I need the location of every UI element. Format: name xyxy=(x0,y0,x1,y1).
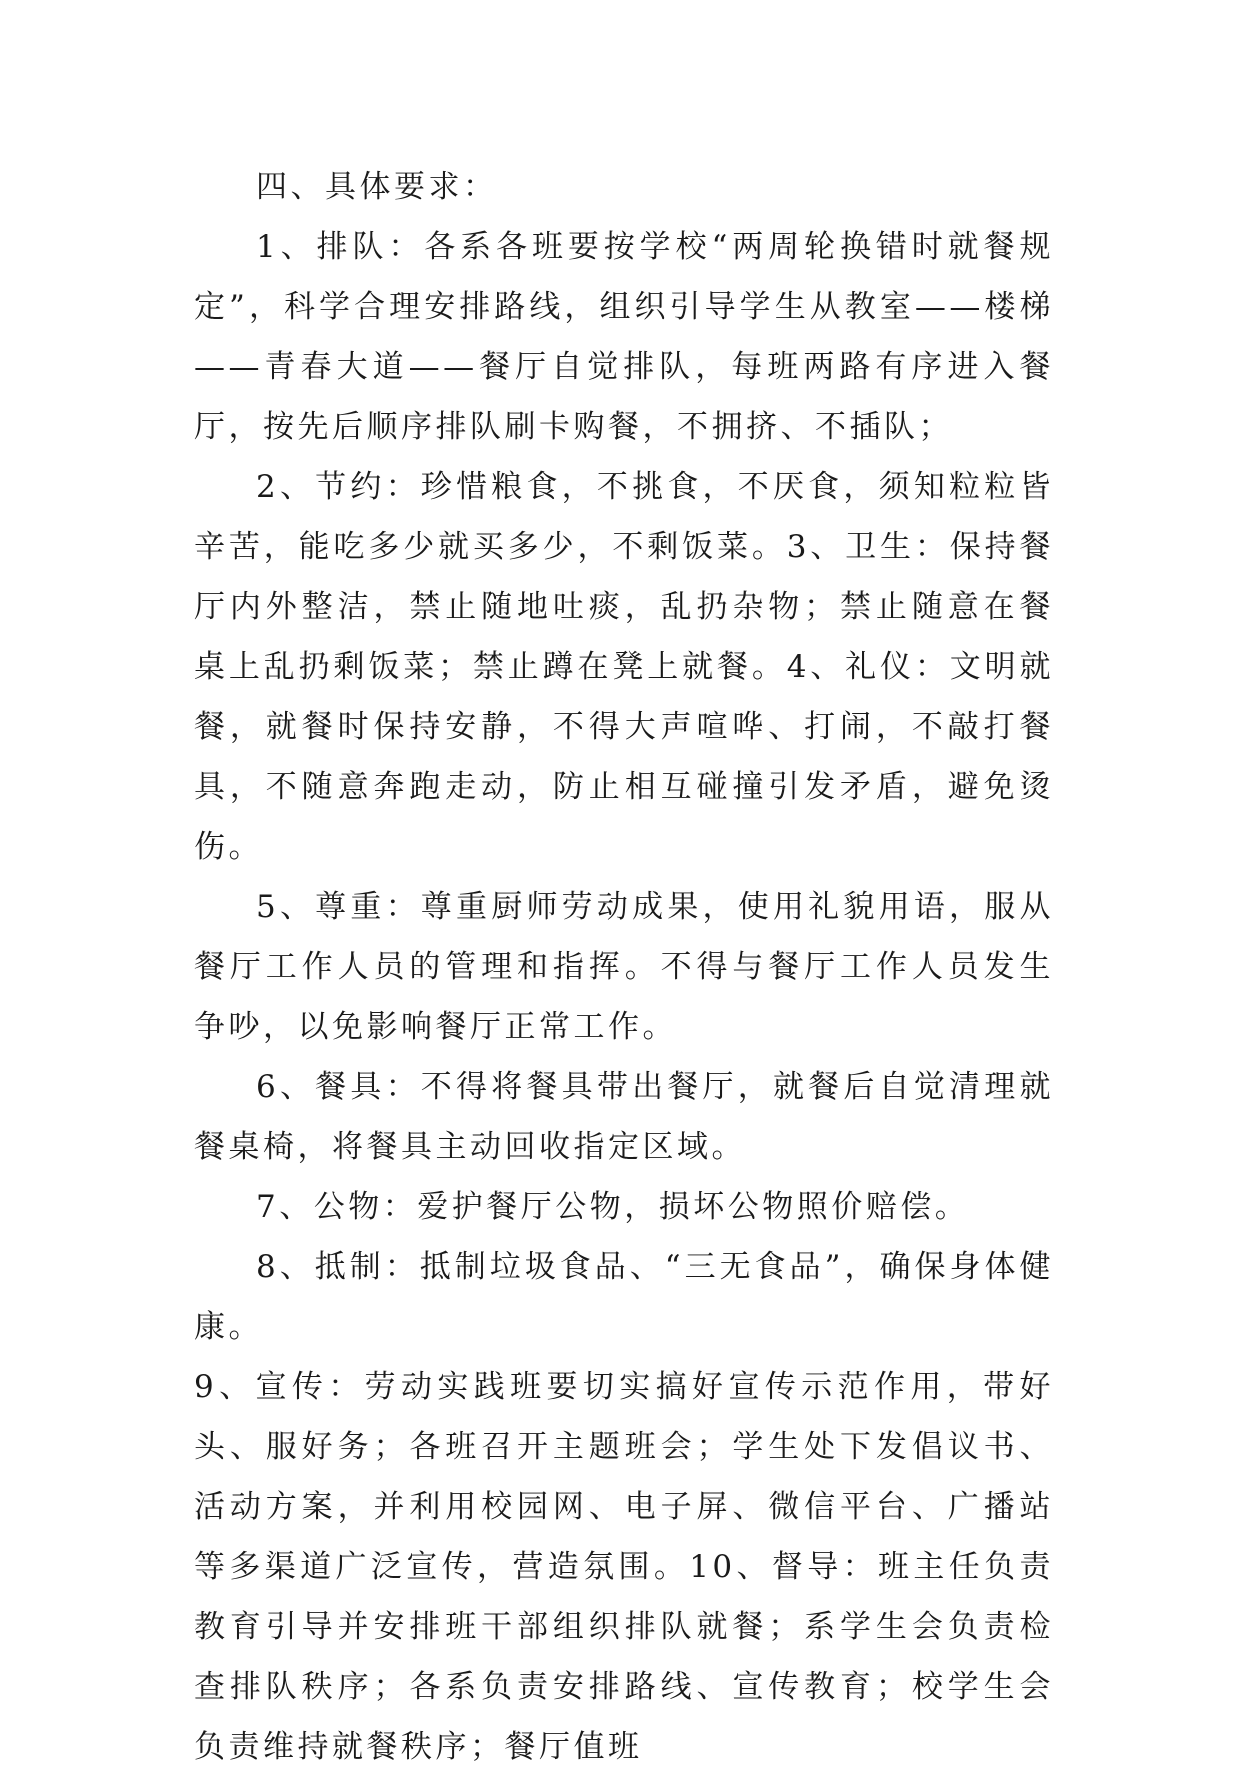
paragraph-respect: 5、尊重：尊重厨师劳动成果，使用礼貌用语，服从餐厅工作人员的管理和指挥。不得与餐厅工作人员发生争吵，以免影响餐厅正常工作。 xyxy=(194,889,1054,1045)
paragraph-resist: 8、抵制：抵制垃圾食品、“三无食品”，确保身体健康。 xyxy=(194,1249,1054,1345)
document-body xyxy=(194,157,1054,1777)
section-heading: 四、具体要求： xyxy=(256,169,498,205)
paragraph-thrift-hygiene-etiquette: 2、节约：珍惜粮食，不挑食，不厌食，须知粒粒皆辛苦，能吃多少就买多少，不剩饭菜。3、卫生：保持餐厅内外整洁，禁止随地吐痰，乱扔杂物；禁止随意在餐桌上乱扔剩饭菜；禁止蹲在凳上就餐。4、礼仪：文明就餐，就餐时保持安静，不得大声喧哗、打闹，不敲打餐具，不随意奔跑走动，防止相互碰撞引发矛盾，避免烫伤。 xyxy=(194,469,1054,865)
paragraph-publicity-supervision: 9、宣传：劳动实践班要切实搞好宣传示范作用，带好头、服好务；各班召开主题班会；学生处下发倡议书、活动方案，并利用校园网、电子屏、微信平台、广播站等多渠道广泛宣传，营造氛围。10、督导：班主任负责教育引导并安排班干部组织排队就餐；系学生会负责检查排队秩序；各系负责安排路线、宣传教育；校学生会负责维持就餐秩序；餐厅值班 xyxy=(194,1369,1054,1765)
paragraph-tableware: 6、餐具：不得将餐具带出餐厅，就餐后自觉清理就餐桌椅，将餐具主动回收指定区域。 xyxy=(194,1069,1054,1165)
paragraph-public-property: 7、公物：爱护餐厅公物，损坏公物照价赔偿。 xyxy=(256,1189,970,1225)
paragraph-queue: 1、排队：各系各班要按学校“两周轮换错时就餐规定”，科学合理安排路线，组织引导学生从教室——楼梯——青春大道——餐厅自觉排队，每班两路有序进入餐厅，按先后顺序排队刷卡购餐，不拥挤、不插队； xyxy=(194,229,1054,445)
